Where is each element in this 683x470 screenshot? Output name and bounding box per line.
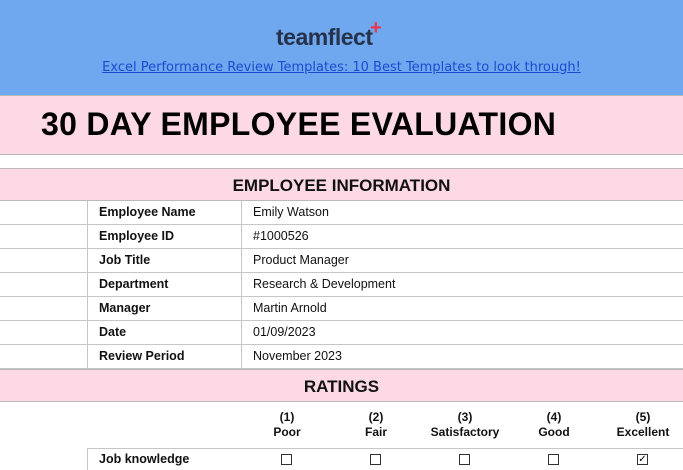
info-label: Manager: [99, 301, 151, 315]
info-value[interactable]: Product Manager: [253, 253, 349, 267]
info-label: Employee Name: [99, 205, 196, 219]
table-left-border: [87, 201, 88, 369]
teamflect-logo: teamflect: [276, 24, 373, 50]
page-title: 30 DAY EMPLOYEE EVALUATION: [41, 106, 557, 142]
rating-scale-number: (3): [457, 410, 473, 424]
rating-scale-header: [504, 410, 604, 440]
rating-scale-header: [237, 410, 337, 440]
rating-checkbox[interactable]: [370, 454, 381, 465]
rating-checkbox[interactable]: [548, 454, 559, 465]
rating-scale-header: [326, 410, 426, 440]
table-column-divider: [241, 201, 242, 369]
rating-scale-number: (1): [279, 410, 295, 424]
rating-scale-number: (5): [635, 410, 651, 424]
info-row: [0, 345, 683, 369]
rating-scale-number: (2): [368, 410, 384, 424]
rating-checkbox[interactable]: [281, 454, 292, 465]
rating-scale-label: Fair: [364, 425, 387, 439]
logo-plus-icon: +: [370, 17, 382, 39]
info-value[interactable]: Research & Development: [253, 277, 396, 291]
info-row: [0, 273, 683, 297]
info-label: Date: [99, 325, 127, 339]
info-row: [0, 249, 683, 273]
criterion-label: Job knowledge: [99, 452, 190, 466]
info-label: Employee ID: [99, 229, 175, 243]
info-value[interactable]: Emily Watson: [253, 205, 329, 219]
rating-scale-label: Satisfactory: [430, 425, 500, 439]
rating-scale-label: Excellent: [616, 425, 670, 439]
ratings-heading: RATINGS: [0, 369, 683, 402]
rating-scale-label: Good: [538, 425, 570, 439]
rating-scale-header: [593, 410, 683, 440]
templates-link[interactable]: Excel Performance Review Templates: 10 Best Templates to look through!: [102, 60, 581, 75]
info-value[interactable]: Martin Arnold: [253, 301, 327, 315]
rating-scale-label: Poor: [273, 425, 301, 439]
info-label: Review Period: [99, 349, 185, 363]
info-label: Department: [99, 277, 169, 291]
rating-checkbox[interactable]: [459, 454, 470, 465]
rating-scale-number: (4): [546, 410, 562, 424]
ratings-left-border: [87, 448, 88, 470]
info-row: [0, 225, 683, 249]
info-value[interactable]: #1000526: [253, 229, 309, 243]
rating-scale-header: [415, 410, 515, 440]
info-row: [0, 321, 683, 345]
info-value[interactable]: November 2023: [253, 349, 342, 363]
info-value[interactable]: 01/09/2023: [253, 325, 316, 339]
header-banner: [0, 0, 683, 96]
info-label: Job Title: [99, 253, 151, 267]
ratings-row-divider: [87, 448, 683, 449]
info-row: [0, 201, 683, 225]
info-row: [0, 297, 683, 321]
spacer-row: [0, 155, 683, 169]
rating-checkbox[interactable]: ✓: [638, 454, 647, 465]
employee-info-heading: EMPLOYEE INFORMATION: [0, 168, 683, 201]
